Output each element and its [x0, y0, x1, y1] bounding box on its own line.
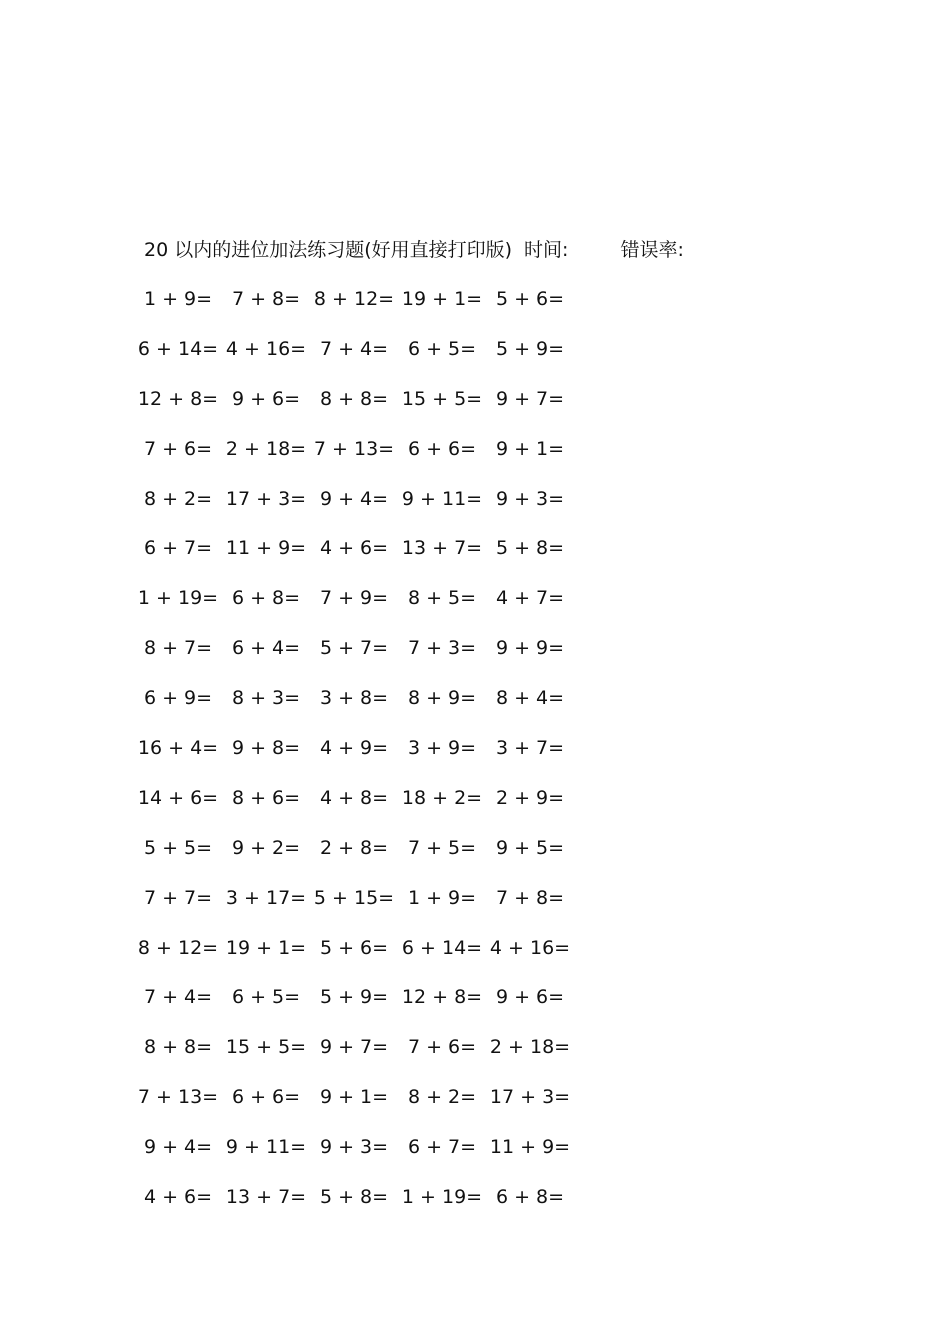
addition-problem: 7 + 6=	[143, 437, 213, 460]
addition-problem: 9 + 6=	[231, 387, 301, 410]
addition-problem: 4 + 9=	[319, 737, 389, 760]
addition-problem: 9 + 7=	[319, 1036, 389, 1059]
worksheet-header	[144, 236, 684, 264]
addition-problem: 6 + 7=	[143, 537, 213, 560]
addition-problem: 19 + 1=	[401, 288, 483, 310]
addition-problem: 7 + 8=	[495, 886, 565, 909]
addition-problem: 7 + 5=	[407, 836, 477, 859]
addition-problem: 5 + 6=	[319, 936, 389, 959]
addition-problem: 7 + 13=	[137, 1086, 219, 1109]
addition-problem: 6 + 5=	[407, 337, 477, 360]
addition-problem: 5 + 5=	[143, 836, 213, 859]
addition-problem: 18 + 2=	[401, 786, 483, 809]
addition-problem: 11 + 9=	[489, 1136, 571, 1159]
addition-problem: 8 + 7=	[143, 637, 213, 660]
addition-problem: 6 + 7=	[407, 1136, 477, 1159]
addition-problem: 1 + 9=	[407, 886, 477, 909]
addition-problem: 2 + 18=	[489, 1036, 571, 1059]
addition-problem: 8 + 5=	[407, 587, 477, 610]
addition-problem: 11 + 9=	[225, 537, 307, 560]
addition-problem: 13 + 7=	[225, 1186, 307, 1209]
addition-problem: 4 + 6=	[319, 537, 389, 560]
addition-problem: 8 + 12=	[137, 936, 219, 959]
addition-problem: 5 + 8=	[319, 1186, 389, 1209]
addition-problem: 9 + 3=	[319, 1136, 389, 1159]
addition-problem: 3 + 7=	[495, 737, 565, 760]
addition-problem: 8 + 8=	[143, 1036, 213, 1059]
addition-problem: 8 + 9=	[407, 687, 477, 710]
addition-problem: 9 + 2=	[231, 836, 301, 859]
addition-problem: 4 + 7=	[495, 587, 565, 610]
addition-problem: 3 + 8=	[319, 687, 389, 710]
addition-problem: 2 + 18=	[225, 437, 307, 460]
addition-problem: 6 + 6=	[407, 437, 477, 460]
addition-problem: 4 + 6=	[143, 1186, 213, 1209]
addition-problem: 1 + 19=	[401, 1186, 483, 1209]
addition-problem: 5 + 6=	[495, 288, 565, 310]
addition-problem: 9 + 3=	[495, 487, 565, 510]
addition-problem: 7 + 4=	[319, 337, 389, 360]
addition-problem: 13 + 7=	[401, 537, 483, 560]
addition-problem: 2 + 8=	[319, 836, 389, 859]
addition-problem: 14 + 6=	[137, 786, 219, 809]
addition-problem: 9 + 11=	[401, 487, 483, 510]
addition-problem: 9 + 7=	[495, 387, 565, 410]
addition-problem: 8 + 8=	[319, 387, 389, 410]
addition-problem: 5 + 9=	[319, 986, 389, 1009]
addition-problem: 5 + 9=	[495, 337, 565, 360]
addition-problem: 19 + 1=	[225, 936, 307, 959]
addition-problem: 17 + 3=	[225, 487, 307, 510]
addition-problem: 9 + 9=	[495, 637, 565, 660]
addition-problem: 4 + 8=	[319, 786, 389, 809]
addition-problem: 5 + 15=	[313, 886, 395, 909]
addition-problem: 7 + 6=	[407, 1036, 477, 1059]
addition-problem: 9 + 6=	[495, 986, 565, 1009]
time-label: 时间:	[524, 239, 569, 261]
addition-problem: 9 + 11=	[225, 1136, 307, 1159]
addition-problem: 1 + 9=	[143, 288, 213, 310]
addition-problem: 8 + 3=	[231, 687, 301, 710]
addition-problem: 8 + 4=	[495, 687, 565, 710]
addition-problem: 16 + 4=	[137, 737, 219, 760]
addition-problem: 7 + 3=	[407, 637, 477, 660]
addition-problem: 7 + 13=	[313, 437, 395, 460]
addition-problem: 9 + 4=	[319, 487, 389, 510]
addition-problem: 6 + 8=	[231, 587, 301, 610]
addition-problem: 3 + 9=	[407, 737, 477, 760]
addition-problem: 5 + 7=	[319, 637, 389, 660]
addition-problem: 6 + 9=	[143, 687, 213, 710]
addition-problem: 3 + 17=	[225, 886, 307, 909]
addition-problem: 15 + 5=	[225, 1036, 307, 1059]
addition-problem: 6 + 14=	[401, 936, 483, 959]
addition-problem: 9 + 1=	[495, 437, 565, 460]
addition-problem: 6 + 6=	[231, 1086, 301, 1109]
addition-problem: 6 + 8=	[495, 1186, 565, 1209]
addition-problem: 6 + 5=	[231, 986, 301, 1009]
worksheet-title: 20 以内的进位加法练习题(好用直接打印版)	[144, 239, 513, 261]
addition-problem: 7 + 8=	[231, 288, 301, 310]
addition-problem: 8 + 6=	[231, 786, 301, 809]
addition-problem: 9 + 5=	[495, 836, 565, 859]
addition-problem: 7 + 9=	[319, 587, 389, 610]
addition-problem: 8 + 2=	[143, 487, 213, 510]
addition-problem: 5 + 8=	[495, 537, 565, 560]
addition-problem: 6 + 14=	[137, 337, 219, 360]
addition-problem: 6 + 4=	[231, 637, 301, 660]
addition-problem: 4 + 16=	[225, 337, 307, 360]
addition-problem: 17 + 3=	[489, 1086, 571, 1109]
addition-problem: 9 + 4=	[143, 1136, 213, 1159]
addition-problem: 2 + 9=	[495, 786, 565, 809]
addition-problem: 12 + 8=	[137, 387, 219, 410]
addition-problem: 1 + 19=	[137, 587, 219, 610]
addition-problem: 9 + 1=	[319, 1086, 389, 1109]
error-rate-label: 错误率:	[620, 239, 684, 261]
addition-problem: 12 + 8=	[401, 986, 483, 1009]
addition-problem: 8 + 2=	[407, 1086, 477, 1109]
addition-problem: 15 + 5=	[401, 387, 483, 410]
addition-problem: 7 + 4=	[143, 986, 213, 1009]
addition-problem: 7 + 7=	[143, 886, 213, 909]
addition-problem: 9 + 8=	[231, 737, 301, 760]
addition-problem: 4 + 16=	[489, 936, 571, 959]
addition-problem: 8 + 12=	[313, 288, 395, 310]
